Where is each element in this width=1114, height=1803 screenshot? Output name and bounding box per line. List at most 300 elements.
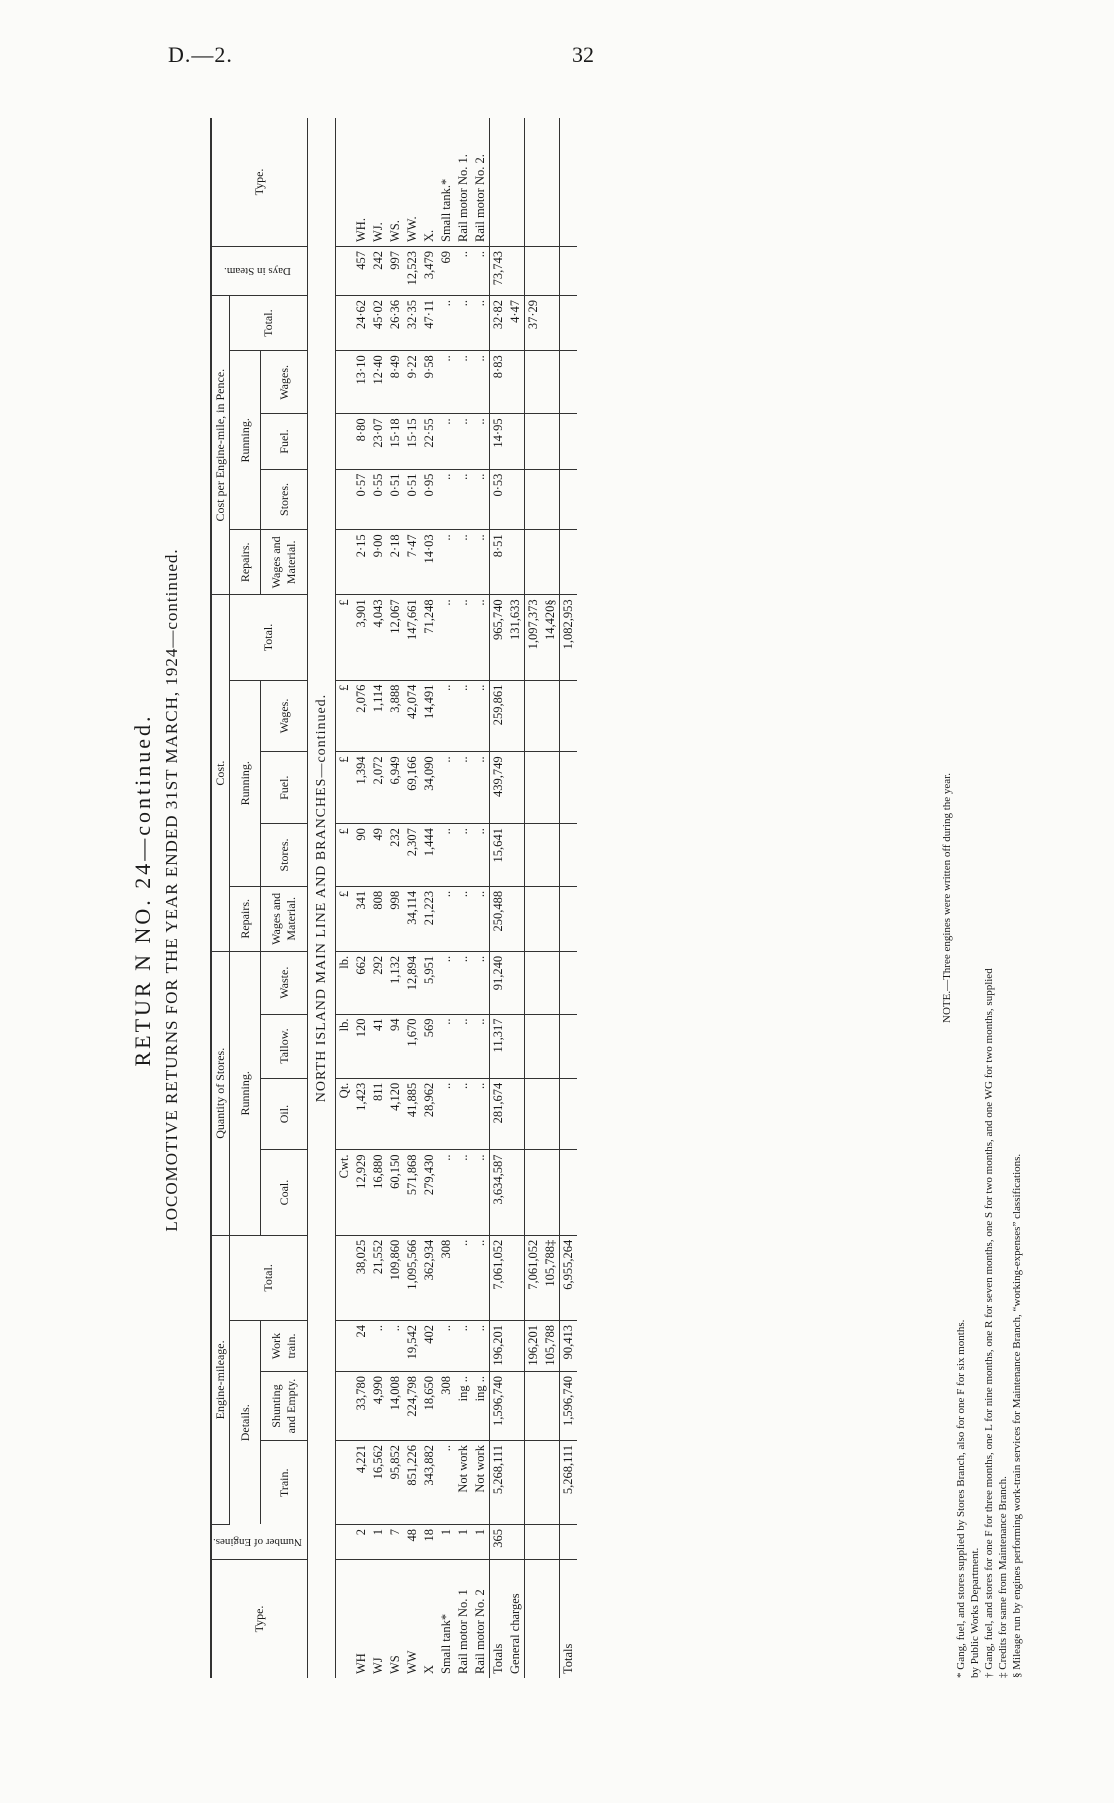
cell-oil: 281,674 <box>489 1078 507 1150</box>
cell-p_total: 37·29 <box>524 296 542 351</box>
cell-fuel: 6,949 <box>387 752 404 824</box>
unit-coal: Cwt. <box>335 1150 353 1235</box>
cell-tot: .. <box>472 595 490 680</box>
cell-empty <box>524 351 542 414</box>
cell-empty <box>524 824 542 887</box>
cell-work: 402 <box>421 1321 438 1372</box>
cell-type_r: Small tank.* <box>438 118 455 247</box>
cell-empty <box>524 752 542 824</box>
cell-empty <box>507 824 525 887</box>
cell-tot: 965,740 <box>489 595 507 680</box>
col-cost-wages-material: Wages and Material. <box>261 886 307 951</box>
cell-rep: 998 <box>387 886 404 951</box>
cell-type: WJ <box>370 1657 385 1674</box>
cell-tallow: 1,670 <box>404 1014 421 1078</box>
footnote-double-dagger: ‡ Credits for same from Maintenance Branch. <box>997 1476 1009 1678</box>
col-shunting: Shunting and Empty. <box>261 1372 307 1441</box>
section-heading-row <box>307 118 335 1678</box>
cell-train: 343,882 <box>421 1441 438 1525</box>
cell-p_stores: .. <box>455 469 472 530</box>
cell-coal: 3,634,587 <box>489 1150 507 1235</box>
col-pence-wages-material: Wages and Material. <box>261 530 307 595</box>
col-cost-per-mile: Cost per Engine-mile, in Pence. <box>211 296 230 595</box>
cell-p_wages: 12·40 <box>370 351 387 414</box>
cell-tot: .. <box>438 595 455 680</box>
col-cost-repairs: Repairs. <box>230 886 261 951</box>
col-tallow: Tallow. <box>261 1014 307 1078</box>
cell-n: 7 <box>387 1525 404 1560</box>
cell-empty <box>524 1078 542 1150</box>
cell-tallow: .. <box>455 1014 472 1078</box>
cell-days: 3,479 <box>421 247 438 296</box>
cell-empty <box>524 1560 542 1679</box>
cell-p_wages: .. <box>455 351 472 414</box>
cell-train: Not work <box>455 1441 472 1525</box>
cell-p_total: 26·36 <box>387 296 404 351</box>
cell-p_fuel: 8·80 <box>353 414 370 469</box>
cell-total: 1,095,566 <box>404 1235 421 1320</box>
cell-tallow: 569 <box>421 1014 438 1078</box>
cell-stores: 49 <box>370 824 387 887</box>
cell-p_total: 47·11 <box>421 296 438 351</box>
cell-type: General charges <box>507 1593 522 1674</box>
cell-work: .. <box>387 1321 404 1372</box>
cell-tot: 12,067 <box>387 595 404 680</box>
cell-empty <box>507 1372 525 1441</box>
cell-empty <box>524 247 542 296</box>
cell-tallow: .. <box>438 1014 455 1078</box>
cell-stores: 232 <box>387 824 404 887</box>
cell-tallow: 94 <box>387 1014 404 1078</box>
return-subtitle: LOCOMOTIVE RETURNS FOR THE YEAR ENDED 31ST MARCH, 1924—continued. <box>162 548 181 1232</box>
cell-oil: .. <box>455 1078 472 1150</box>
cell-empty <box>507 1525 525 1560</box>
cell-p_rep: 14·03 <box>421 530 438 595</box>
cell-wages: .. <box>438 680 455 752</box>
cell-wages: .. <box>472 680 490 752</box>
cell-shunt: ing .. <box>472 1372 490 1441</box>
cell-empty <box>507 680 525 752</box>
cell-p_stores: .. <box>438 469 455 530</box>
cell-empty <box>559 1014 577 1078</box>
cell-empty <box>542 351 560 414</box>
cell-wages: .. <box>455 680 472 752</box>
cell-empty <box>524 680 542 752</box>
cell-days: 73,743 <box>489 247 507 296</box>
table-row <box>455 118 472 1678</box>
cell-empty <box>559 886 577 951</box>
cell-empty <box>507 1078 525 1150</box>
return-title: RETUR N NO. 24—continued. <box>130 713 155 1067</box>
cell-work: .. <box>438 1321 455 1372</box>
cell-p_stores: .. <box>472 469 490 530</box>
col-pence-wages: Wages. <box>261 351 307 414</box>
cell-empty <box>542 1525 560 1560</box>
cell-empty <box>507 414 525 469</box>
cell-train: 4,221 <box>353 1441 370 1525</box>
col-train: Train. <box>261 1441 307 1525</box>
cell-days: .. <box>472 247 490 296</box>
cell-oil: 811 <box>370 1078 387 1150</box>
cell-train: 851,226 <box>404 1441 421 1525</box>
cell-days: 457 <box>353 247 370 296</box>
cell-oil: 1,423 <box>353 1078 370 1150</box>
totals-row <box>489 118 507 1678</box>
cell-p_wages: 9·22 <box>404 351 421 414</box>
cell-p_rep: 7·47 <box>404 530 421 595</box>
cell-stores: 1,444 <box>421 824 438 887</box>
cell-p_fuel: .. <box>455 414 472 469</box>
cell-empty <box>559 351 577 414</box>
cell-empty <box>524 886 542 951</box>
cell-p_rep: 9·00 <box>370 530 387 595</box>
cell-type: WW <box>404 1650 419 1674</box>
cell-work: 105,788 <box>542 1321 560 1372</box>
cell-empty <box>559 752 577 824</box>
cell-work: 196,201 <box>489 1321 507 1372</box>
cell-p_wages: 8·49 <box>387 351 404 414</box>
cell-total: 7,061,052 <box>524 1235 542 1320</box>
cell-p_total: 32·82 <box>489 296 507 351</box>
cell-tallow: 41 <box>370 1014 387 1078</box>
cell-oil: 4,120 <box>387 1078 404 1150</box>
rotated-table-sheet <box>110 90 1023 1690</box>
cell-empty <box>524 530 542 595</box>
cell-coal: .. <box>472 1150 490 1235</box>
cell-p_total: 32·35 <box>404 296 421 351</box>
cell-waste: 12,894 <box>404 951 421 1014</box>
cell-tallow: 11,317 <box>489 1014 507 1078</box>
cell-empty <box>542 1441 560 1525</box>
cell-rep: 808 <box>370 886 387 951</box>
cell-empty <box>507 1321 525 1372</box>
cell-p_wages: .. <box>438 351 455 414</box>
cell-type: X <box>421 1664 436 1674</box>
col-oil: Oil. <box>261 1078 307 1150</box>
cell-type: Totals <box>489 1560 507 1679</box>
note-written-off: NOTE.—Three engines were written off during the year. <box>941 773 953 1023</box>
cell-p_total: .. <box>438 296 455 351</box>
cell-total: 21,552 <box>370 1235 387 1320</box>
cell-p_wages: 13·10 <box>353 351 370 414</box>
cell-wages: 3,888 <box>387 680 404 752</box>
cell-empty <box>559 118 577 247</box>
cell-shunt: 1,596,740 <box>489 1372 507 1441</box>
table-row <box>404 118 421 1678</box>
cell-empty <box>559 1150 577 1235</box>
table-row <box>387 118 404 1678</box>
cell-p_fuel: .. <box>438 414 455 469</box>
cell-tot: 71,248 <box>421 595 438 680</box>
cell-n: 18 <box>421 1525 438 1560</box>
cell-fuel: 34,090 <box>421 752 438 824</box>
table-row <box>370 118 387 1678</box>
cell-days: 242 <box>370 247 387 296</box>
unit-waste: lb. <box>335 951 353 1014</box>
cell-shunt: 308 <box>438 1372 455 1441</box>
cell-empty <box>542 414 560 469</box>
col-days-in-steam: Days in Steam. <box>211 247 307 296</box>
cell-empty <box>507 886 525 951</box>
cell-empty <box>524 1441 542 1525</box>
cell-train: 95,852 <box>387 1441 404 1525</box>
col-num-engines: Number of Engines. <box>211 1525 307 1560</box>
cell-type_r: WS. <box>387 118 404 247</box>
cell-train: 5,268,111 <box>559 1441 577 1525</box>
cell-empty <box>559 1525 577 1560</box>
cell-p_wages: .. <box>472 351 490 414</box>
cell-type: Rail motor No. 2 <box>472 1589 487 1674</box>
cell-waste: 292 <box>370 951 387 1014</box>
cell-n: 1 <box>438 1525 455 1560</box>
cell-type: Small tank* <box>438 1613 453 1674</box>
cell-empty <box>524 1150 542 1235</box>
cell-tot: 4,043 <box>370 595 387 680</box>
footnote-star-cont: by Public Works Department. <box>969 1547 981 1678</box>
cell-empty <box>507 1150 525 1235</box>
cell-empty <box>542 530 560 595</box>
col-pence-stores: Stores. <box>261 469 307 530</box>
cell-train: 5,268,111 <box>489 1441 507 1525</box>
cell-shunt: 33,780 <box>353 1372 370 1441</box>
cell-train: .. <box>438 1441 455 1525</box>
cell-p_total: .. <box>472 296 490 351</box>
col-mileage-total: Total. <box>230 1235 308 1320</box>
cell-empty <box>542 118 560 247</box>
cell-oil: 28,962 <box>421 1078 438 1150</box>
cell-type_r: X. <box>421 118 438 247</box>
cell-total: 105,788‡ <box>542 1235 560 1320</box>
cell-total: .. <box>455 1235 472 1320</box>
cell-tot: .. <box>455 595 472 680</box>
cell-tot: 131,633 <box>507 595 525 680</box>
cell-coal: 12,929 <box>353 1150 370 1235</box>
cell-p_fuel: 23·07 <box>370 414 387 469</box>
unit-tallow: lb. <box>335 1014 353 1078</box>
page-number: 32 <box>572 42 594 67</box>
table-body <box>307 118 577 1678</box>
cell-type_r: WW. <box>404 118 421 247</box>
col-coal: Coal. <box>261 1150 307 1235</box>
cell-stores: 90 <box>353 824 370 887</box>
cell-p_wages: 9·58 <box>421 351 438 414</box>
cell-fuel: 1,394 <box>353 752 370 824</box>
cell-fuel: 439,749 <box>489 752 507 824</box>
cell-stores: .. <box>455 824 472 887</box>
unit-pound: £ <box>335 680 353 752</box>
cell-waste: .. <box>438 951 455 1014</box>
cell-tallow: .. <box>472 1014 490 1078</box>
cell-coal: .. <box>455 1150 472 1235</box>
cell-p_stores: 0·55 <box>370 469 387 530</box>
unit-oil: Qt. <box>335 1078 353 1150</box>
cell-type: WS <box>387 1655 402 1674</box>
table-row <box>353 118 370 1678</box>
cell-fuel: .. <box>455 752 472 824</box>
cell-coal: .. <box>438 1150 455 1235</box>
page-code: D.—2. <box>168 42 233 67</box>
cell-empty <box>507 351 525 414</box>
cell-p_stores: 0·57 <box>353 469 370 530</box>
cell-p_rep: .. <box>472 530 490 595</box>
cell-waste: .. <box>455 951 472 1014</box>
cell-oil: 41,885 <box>404 1078 421 1150</box>
cell-empty <box>524 1525 542 1560</box>
footnotes <box>940 118 1024 1678</box>
cell-stores: .. <box>438 824 455 887</box>
section-heading: NORTH ISLAND MAIN LINE AND BRANCHES—continued. <box>307 118 335 1678</box>
cell-empty <box>507 1441 525 1525</box>
cell-wages: 14,491 <box>421 680 438 752</box>
locomotive-returns-table <box>210 118 577 1678</box>
col-pence-repairs: Repairs. <box>230 530 261 595</box>
cell-empty <box>542 296 560 351</box>
cell-p_stores: 0·53 <box>489 469 507 530</box>
col-work-train: Work train. <box>261 1321 307 1372</box>
cell-empty <box>542 1372 560 1441</box>
col-cost-wages: Wages. <box>261 680 307 752</box>
general-charges-row <box>507 118 525 1678</box>
cell-days: .. <box>455 247 472 296</box>
cell-n: 365 <box>489 1525 507 1560</box>
cell-empty <box>507 118 525 247</box>
cell-coal: 16,880 <box>370 1150 387 1235</box>
cell-empty <box>542 824 560 887</box>
cell-rep: .. <box>455 886 472 951</box>
col-cost-fuel: Fuel. <box>261 752 307 824</box>
cell-rep: .. <box>438 886 455 951</box>
cell-wages: 259,861 <box>489 680 507 752</box>
cell-work: 196,201 <box>524 1321 542 1372</box>
cell-p_stores: 0·51 <box>404 469 421 530</box>
cell-empty <box>524 1372 542 1441</box>
credits-row <box>542 118 560 1678</box>
cell-empty <box>507 247 525 296</box>
unit-pound: £ <box>335 824 353 887</box>
cell-coal: 279,430 <box>421 1150 438 1235</box>
cell-work: 90,413 <box>559 1321 577 1372</box>
cell-empty <box>559 680 577 752</box>
cell-oil: .. <box>438 1078 455 1150</box>
cell-empty <box>542 886 560 951</box>
cell-work: 19,542 <box>404 1321 421 1372</box>
cell-total: 6,955,264 <box>559 1235 577 1320</box>
cell-p_wages: 8·83 <box>489 351 507 414</box>
cell-p_stores: 0·95 <box>421 469 438 530</box>
cell-empty <box>507 1235 525 1320</box>
cell-total: .. <box>472 1235 490 1320</box>
cell-days: 12,523 <box>404 247 421 296</box>
cell-waste: .. <box>472 951 490 1014</box>
col-type: Type. <box>211 1560 307 1679</box>
cell-p_rep: 2·18 <box>387 530 404 595</box>
cell-waste: 662 <box>353 951 370 1014</box>
cell-empty <box>542 680 560 752</box>
cell-p_rep: 8·51 <box>489 530 507 595</box>
cell-total: 38,025 <box>353 1235 370 1320</box>
unit-pound: £ <box>335 595 353 680</box>
cell-n: 1 <box>370 1525 387 1560</box>
cell-p_rep: 2·15 <box>353 530 370 595</box>
cell-type: WH <box>353 1653 368 1674</box>
cell-empty <box>507 752 525 824</box>
cell-empty <box>559 414 577 469</box>
cell-train: 16,562 <box>370 1441 387 1525</box>
cell-empty <box>559 824 577 887</box>
cell-empty <box>524 414 542 469</box>
cell-empty <box>542 1014 560 1078</box>
cell-shunt: ing .. <box>455 1372 472 1441</box>
cell-empty <box>524 118 542 247</box>
cell-empty <box>542 469 560 530</box>
footnote-dagger: † Gang, fuel, and stores for one F for three months, one L for nine months, one R for seven months, one S for two months, and one WG for two months, supplied <box>983 968 995 1678</box>
table-row <box>421 118 438 1678</box>
cell-work: 24 <box>353 1321 370 1372</box>
table-row <box>472 118 490 1678</box>
col-pence-running: Running. <box>230 351 261 530</box>
cell-total: 109,860 <box>387 1235 404 1320</box>
cell-days: 69 <box>438 247 455 296</box>
cell-empty <box>507 530 525 595</box>
col-details: Details. <box>230 1321 261 1525</box>
cell-stores: 2,307 <box>404 824 421 887</box>
cell-waste: 5,951 <box>421 951 438 1014</box>
cell-n: 2 <box>353 1525 370 1560</box>
cell-p_fuel: 15·18 <box>387 414 404 469</box>
cell-empty <box>542 1150 560 1235</box>
grand-totals-row <box>559 118 577 1678</box>
footnote-star: * Gang, fuel, and stores supplied by Stores Branch, also for one F for six months. <box>955 1319 967 1678</box>
cell-empty <box>524 469 542 530</box>
cell-fuel: 69,166 <box>404 752 421 824</box>
col-engine-mileage: Engine-mileage. <box>211 1235 230 1524</box>
cell-tot: 14,420§ <box>542 595 560 680</box>
cell-n: 1 <box>455 1525 472 1560</box>
cell-type_r: Rail motor No. 2. <box>472 118 490 247</box>
col-pence-fuel: Fuel. <box>261 414 307 469</box>
cell-tot: 3,901 <box>353 595 370 680</box>
col-quantity-stores: Quantity of Stores. <box>211 951 230 1235</box>
cell-empty <box>542 1560 560 1679</box>
cell-wages: 2,076 <box>353 680 370 752</box>
cell-rep: 21,223 <box>421 886 438 951</box>
cell-fuel: .. <box>472 752 490 824</box>
cell-tot: 1,082,953 <box>559 595 577 680</box>
cell-empty <box>489 118 507 247</box>
cell-n: 1 <box>472 1525 490 1560</box>
col-stores-running: Running. <box>230 951 261 1235</box>
cell-work: .. <box>472 1321 490 1372</box>
cell-p_rep: .. <box>438 530 455 595</box>
cell-p_fuel: 22·55 <box>421 414 438 469</box>
cell-type_r: Rail motor No. 1. <box>455 118 472 247</box>
cell-type_r: WJ. <box>370 118 387 247</box>
cell-rep: 34,114 <box>404 886 421 951</box>
cell-wages: 1,114 <box>370 680 387 752</box>
cell-empty <box>507 1014 525 1078</box>
cell-p_fuel: 15·15 <box>404 414 421 469</box>
cell-type_r: WH. <box>353 118 370 247</box>
unit-pound: £ <box>335 752 353 824</box>
cell-rep: 250,488 <box>489 886 507 951</box>
cell-work: .. <box>455 1321 472 1372</box>
cell-empty <box>507 469 525 530</box>
cell-shunt: 18,650 <box>421 1372 438 1441</box>
cell-p_total: 24·62 <box>353 296 370 351</box>
cell-empty <box>524 951 542 1014</box>
unit-pound: £ <box>335 886 353 951</box>
cell-type: Totals <box>559 1560 577 1679</box>
